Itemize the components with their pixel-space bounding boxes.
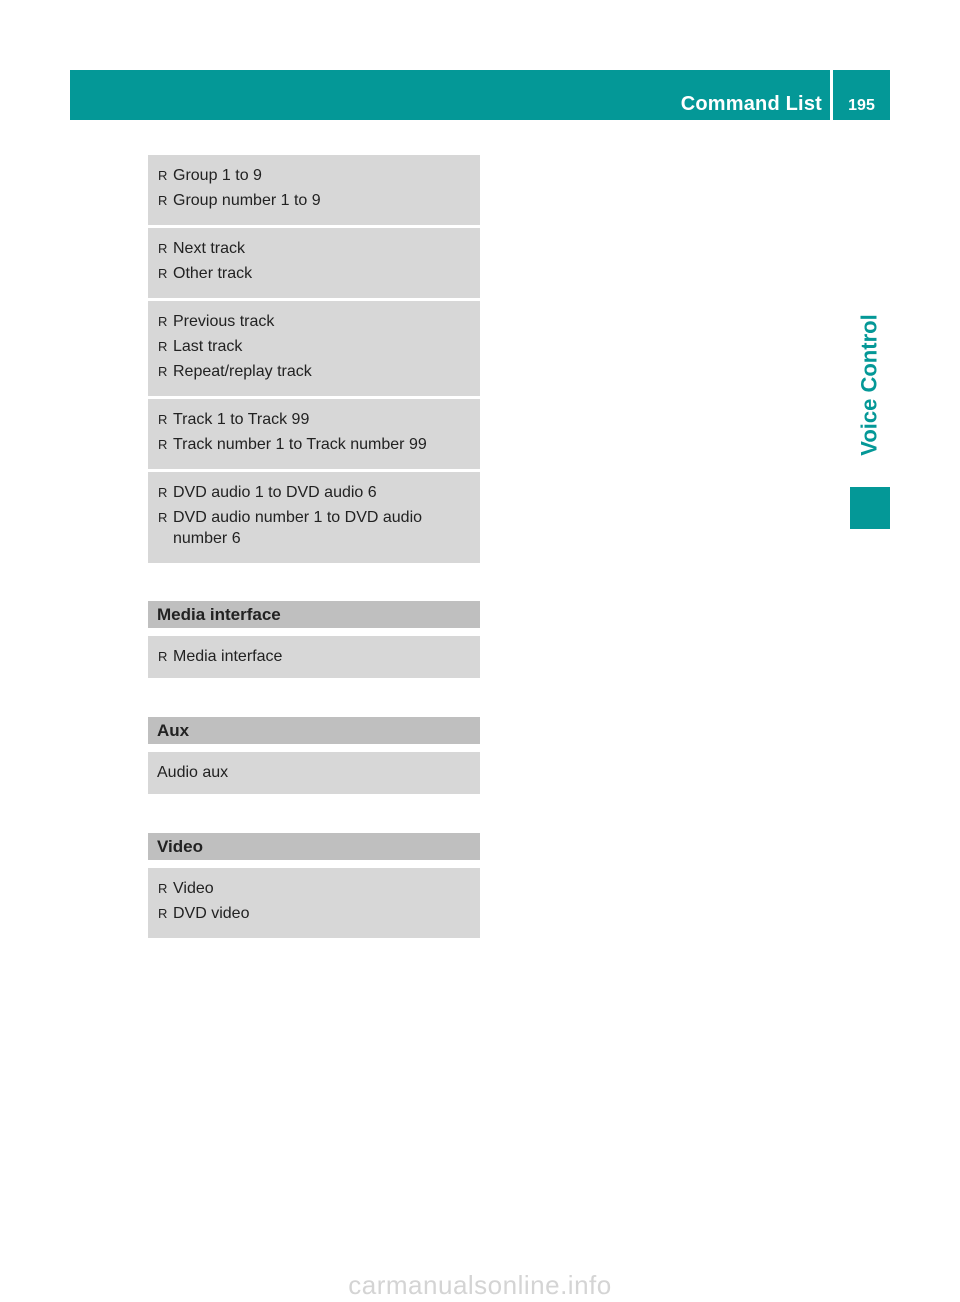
- list-item: R Group 1 to 9: [158, 167, 262, 184]
- section-heading-media-interface: Media interface: [148, 601, 480, 628]
- bullet-icon: R: [158, 168, 168, 183]
- watermark: carmanualsonline.info: [348, 1270, 612, 1300]
- command-text: Audio aux: [157, 764, 229, 781]
- bullet-icon: R: [158, 412, 168, 427]
- bullet-icon: R: [158, 266, 168, 281]
- list-item: R Video: [158, 880, 214, 897]
- page-number: 195: [848, 97, 875, 114]
- list-item: R DVD audio number 1 to DVD audio number 6: [158, 509, 423, 547]
- list-item: R Group number 1 to 9: [158, 192, 321, 209]
- list-item: R Next track: [158, 240, 246, 257]
- bullet-icon: R: [158, 649, 168, 664]
- command-group: [148, 752, 480, 794]
- command-group: [148, 399, 480, 469]
- list-item: R Media interface: [158, 648, 283, 665]
- command-list: [148, 155, 480, 941]
- list-item: R Track number 1 to Track number 99: [158, 436, 427, 453]
- command-group: [148, 868, 480, 938]
- bullet-icon: R: [158, 485, 168, 500]
- list-item: R Repeat/replay track: [158, 363, 312, 380]
- bullet-icon: R: [158, 906, 168, 921]
- command-group: [148, 155, 480, 225]
- side-tab-marker: [850, 487, 890, 529]
- command-group: [148, 301, 480, 396]
- list-item: R Previous track: [158, 313, 275, 330]
- bullet-icon: R: [158, 339, 168, 354]
- command-group: [148, 636, 480, 678]
- list-item: R DVD audio 1 to DVD audio 6: [158, 484, 377, 501]
- bullet-icon: R: [158, 437, 168, 452]
- bullet-icon: R: [158, 193, 168, 208]
- bullet-icon: R: [158, 241, 168, 256]
- side-tab: [850, 290, 890, 480]
- list-item: R Last track: [158, 338, 243, 355]
- command-group: [148, 472, 480, 563]
- bullet-icon: R: [158, 314, 168, 329]
- section-heading-video: Video: [148, 833, 480, 860]
- list-item: R Track 1 to Track 99: [158, 411, 310, 428]
- bullet-icon: R: [158, 881, 168, 896]
- page-header-title: Command List: [680, 93, 822, 115]
- bullet-icon: R: [158, 364, 168, 379]
- side-tab-label: Voice Control: [857, 314, 883, 456]
- list-item: R DVD video: [158, 905, 250, 922]
- list-item: R Other track: [158, 265, 253, 282]
- section-heading-aux: Aux: [148, 717, 480, 744]
- bullet-icon: R: [158, 510, 168, 525]
- command-group: [148, 228, 480, 298]
